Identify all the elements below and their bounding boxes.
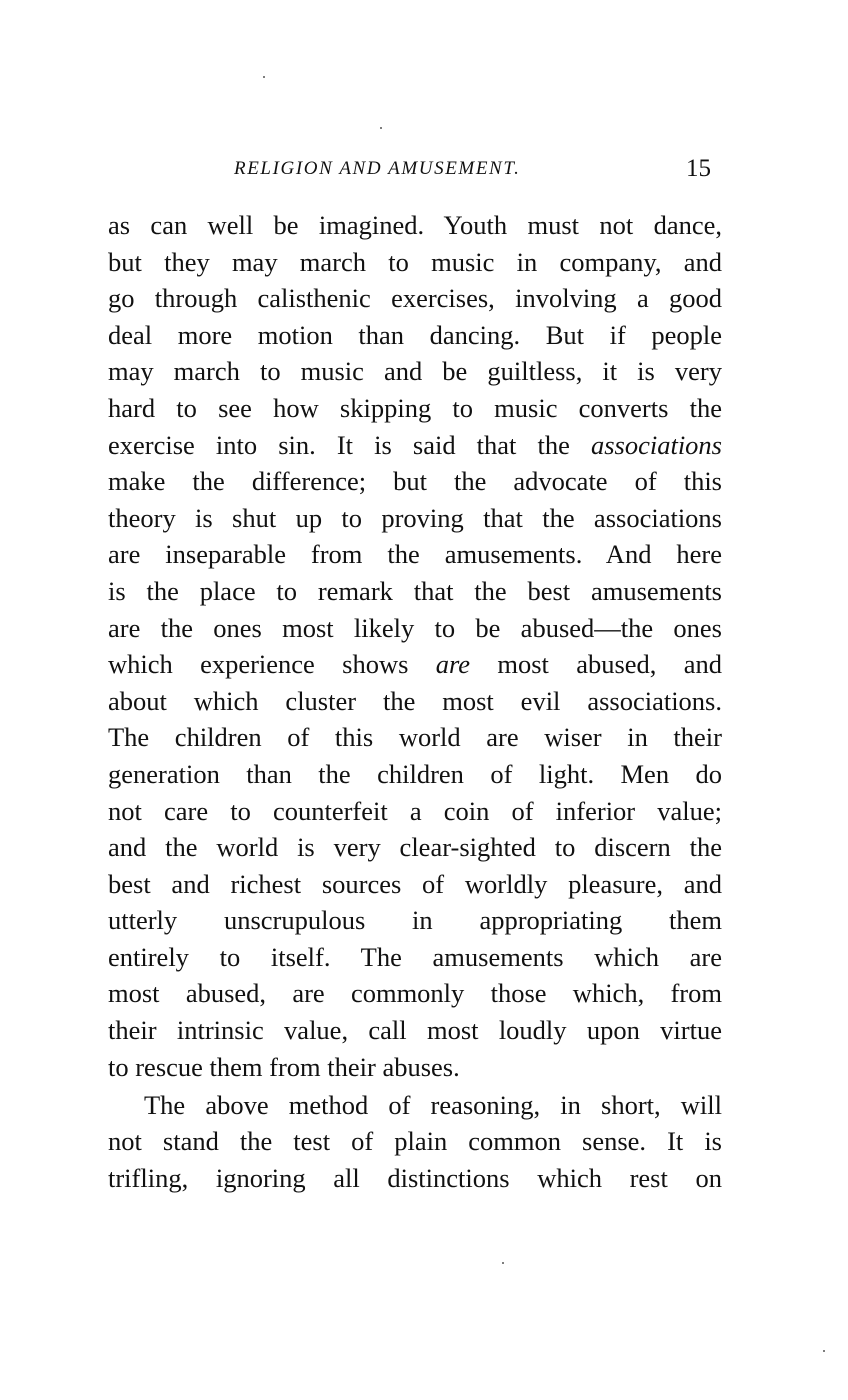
text-line: deal more motion than dancing. But if people <box>108 319 722 350</box>
text-line: and the world is very clear-sighted to discern the <box>108 832 722 863</box>
text-line: are inseparable from the amusements. And here <box>108 539 722 570</box>
italic-word: are <box>435 649 471 680</box>
text-line: entirely to itself. The amusements which are <box>108 941 722 972</box>
running-header: RELIGION AND AMUSEMENT. <box>234 158 521 179</box>
text-line: theory is shut up to proving that the associations <box>108 502 722 533</box>
page-number: 15 <box>686 155 711 182</box>
text-line: may march to music and be guiltless, it is very <box>108 356 722 387</box>
text-line: not care to counterfeit a coin of inferior value; <box>108 795 722 826</box>
text-line: The children of this world are wiser in their <box>108 722 722 753</box>
text-line: make the difference; but the advocate of this <box>108 466 722 497</box>
scan-speck <box>823 1350 825 1352</box>
text-line: is the place to remark that the best amusements <box>108 575 722 606</box>
text-line: best and richest sources of worldly pleasure, and <box>108 868 722 899</box>
scan-speck <box>263 76 265 78</box>
italic-word: associations <box>590 429 722 460</box>
text-line: go through calisthenic exercises, involving a good <box>108 283 722 314</box>
text-segment: exercise into sin. It is said that the <box>108 429 591 460</box>
text-line: hard to see how skipping to music converts the <box>108 392 722 423</box>
text-line: as can well be imagined. Youth must not dance, <box>108 210 722 240</box>
text-line <box>108 646 722 683</box>
text-line: about which cluster the most evil associations. <box>108 685 722 716</box>
paragraph-end-line: to rescue them from their abuses. <box>108 1051 460 1082</box>
text-line: are the ones most likely to be abused—the ones <box>108 612 722 643</box>
text-line: their intrinsic value, call most loudly upon virtue <box>108 1015 722 1046</box>
paragraph-start-line: The above method of reasoning, in short, will <box>144 1089 722 1120</box>
text-line: utterly unscrupulous in appropriating them <box>108 905 722 936</box>
text-segment: which experience shows <box>108 649 436 680</box>
body-text <box>108 207 722 1197</box>
text-line: generation than the children of light. Men do <box>108 758 722 789</box>
text-segment: most abused, and <box>470 649 722 680</box>
text-line: but they may march to music in company, and <box>108 246 722 277</box>
scan-speck <box>380 127 382 129</box>
text-line: most abused, are commonly those which, from <box>108 978 722 1009</box>
text-line: trifling, ignoring all distinctions which rest on <box>108 1162 722 1193</box>
text-line <box>108 427 722 464</box>
text-line: not stand the test of plain common sense. It is <box>108 1126 722 1157</box>
scan-speck <box>502 1262 504 1264</box>
